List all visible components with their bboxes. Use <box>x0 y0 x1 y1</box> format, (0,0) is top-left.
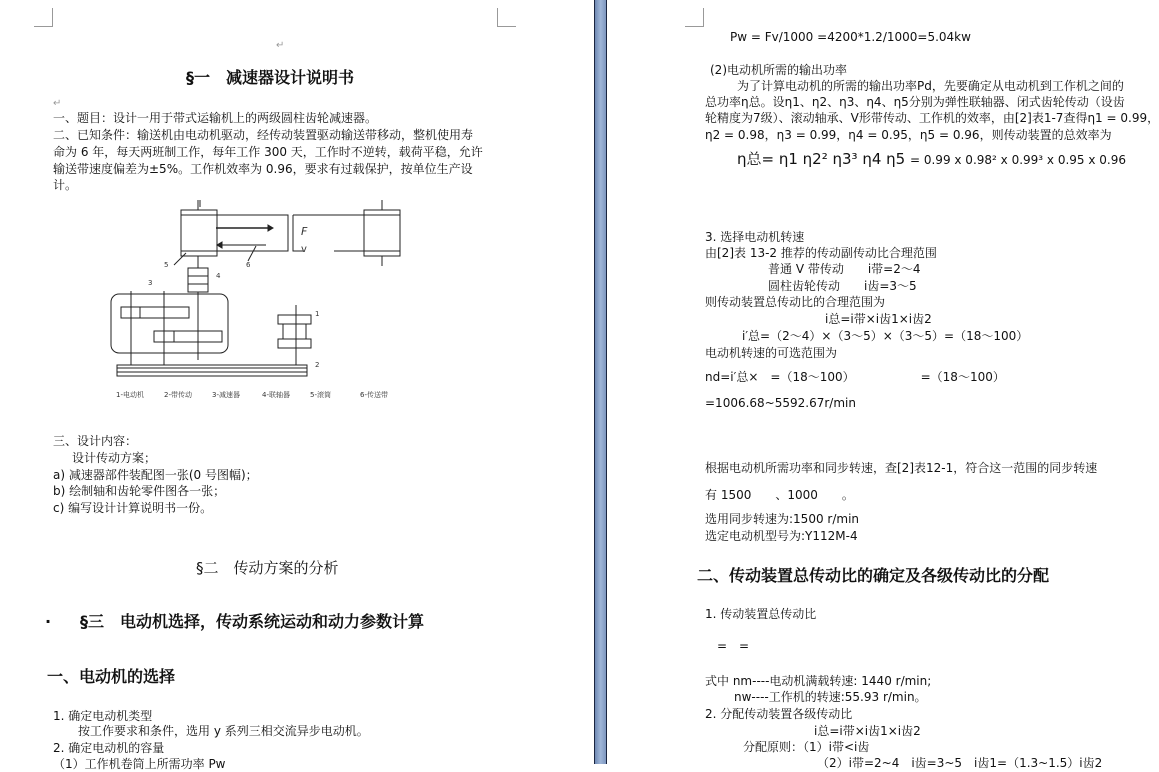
belt-drive <box>117 365 307 376</box>
text-line: 一、题目：设计一用于带式运输机上的两级圆柱齿轮减速器。 <box>53 111 378 125</box>
text-line: 输送带速度偏差为±5%。工作机效率为 0.96，要求有过载保护，按单位生产设 <box>53 162 473 176</box>
text-line: nd=i′总× =（18～100） =（18～100） <box>705 370 1005 384</box>
drum-right <box>364 210 400 256</box>
velocity-label: v <box>301 244 307 255</box>
text-line: 计。 <box>53 178 78 192</box>
formula-rhs: = 0.99 x 0.98² x 0.99³ x 0.95 x 0.96 <box>909 153 1126 167</box>
text-line: 则传动装置总传动比的合理范围为 <box>705 295 886 309</box>
text-line: i总=i带×i齿1×i齿2 <box>814 724 921 738</box>
crop-mark <box>34 8 53 27</box>
text-line: 根据电动机所需功率和同步转速，查[2]表12-1，符合这一范围的同步转速 <box>705 461 1098 475</box>
drum-left <box>181 210 217 256</box>
text-line: 设计传动方案； <box>72 451 157 465</box>
legend-label: 5-滚筒 <box>310 391 331 399</box>
force-label: F <box>301 225 308 238</box>
page-gutter <box>594 0 607 764</box>
text-line: 圆柱齿轮传动 i齿=3～5 <box>768 279 917 293</box>
text-line: a) 减速器部件装配图一张(0 号图幅)； <box>53 468 258 482</box>
paragraph-mark: ↵ <box>53 98 62 109</box>
efficiency-formula <box>737 151 1126 168</box>
diagram-number: 4 <box>216 272 221 280</box>
text-line: nw----工作机的转速:55.93 r/min。 <box>734 690 927 704</box>
text-line: 2. 分配传动装置各级传动比 <box>705 707 853 721</box>
text-line: 由[2]表 13-2 推荐的传动副传动比合理范围 <box>705 246 937 260</box>
legend-label: 6-传送带 <box>360 391 388 399</box>
text-line: η2 = 0.98，η3 = 0.99，η4 = 0.95，η5 = 0.96，则传动装置的总效率为 <box>705 128 1112 142</box>
text-line: 2. 确定电动机的容量 <box>53 741 165 755</box>
paragraph-mark: ↵ <box>276 40 285 51</box>
legend-label: 1-电动机 <box>116 391 144 399</box>
text-line: 三、设计内容： <box>53 434 138 448</box>
crop-mark <box>685 8 704 27</box>
subsection-heading: 一、电动机的选择 <box>47 667 176 686</box>
formula-lhs: η总= η1 η2² η3³ η4 η5 <box>737 150 906 168</box>
diagram-number: 6 <box>246 261 251 269</box>
section-heading: §三 电动机选择，传动系统运动和动力参数计算 <box>80 612 425 631</box>
text-line: 二、已知条件：输送机由电动机驱动，经传动装置驱动输送带移动，整机使用寿 <box>53 128 474 142</box>
text-line: 选用同步转速为:1500 r/min <box>705 512 860 526</box>
text-line: c) 编写设计计算说明书一份。 <box>53 501 213 515</box>
text-line: 式中 nm----电动机满载转速: 1440 r/min; <box>705 674 932 688</box>
text-line: b) 绘制轴和齿轮零件图各一张； <box>53 484 226 498</box>
diagram-number: 1 <box>315 310 320 318</box>
text-line: 3. 选择电动机转速 <box>705 230 805 244</box>
legend-label: 3-减速器 <box>212 391 240 399</box>
text-line: 分配原则：（1）i带<i齿 <box>743 740 870 754</box>
text-line: （1）工作机卷筒上所需功率 Pw <box>53 757 226 771</box>
text-line: = = <box>717 639 750 653</box>
text-line: i总=i带×i齿1×i齿2 <box>825 312 932 326</box>
page-title: §一 减速器设计说明书 <box>186 68 355 87</box>
text-line: （2）i带=2~4 i齿=3~5 i齿1=（1.3~1.5）i齿2 <box>817 756 1103 770</box>
diagram-number: 3 <box>148 279 153 287</box>
text-line: 普通 V 带传动 i带=2～4 <box>768 262 921 276</box>
legend-label: 4-联轴器 <box>262 391 290 399</box>
text-line: 有 1500 、1000 。 <box>705 488 854 502</box>
document-page-right[interactable] <box>607 0 1159 770</box>
text-line: 电动机转速的可选范围为 <box>705 346 838 360</box>
legend-label: 2-带传动 <box>164 391 192 399</box>
text-line: (2)电动机所需的输出功率 <box>710 63 847 77</box>
text-line: 1. 传动装置总传动比 <box>705 607 817 621</box>
text-line: 轮精度为7级）、滚动轴承、V形带传动、工作机的效率，由[2]表1-7查得η1 = 0.99， <box>705 111 1159 125</box>
subsection-heading: 二、传动装置总传动比的确定及各级传动比的分配 <box>697 566 1050 585</box>
crop-mark <box>497 8 516 27</box>
text-line: 选定电动机型号为:Y112M-4 <box>705 529 858 543</box>
text-line: =1006.68~5592.67r/min <box>705 396 856 410</box>
section-heading: §二 传动方案的分析 <box>196 559 339 577</box>
text-line: 按工作要求和条件，选用 y 系列三相交流异步电动机。 <box>78 724 369 738</box>
diagram-number: 2 <box>315 361 320 369</box>
bullet: · <box>45 612 52 631</box>
text-line: 为了计算电动机的所需的输出功率Pd，先要确定从电动机到工作机之间的 <box>737 79 1124 93</box>
text-line: 总功率η总。设η1、η2、η3、η4、η5分别为弹性联轴器、闭式齿轮传动（设齿 <box>705 95 1125 109</box>
transmission-diagram <box>100 195 420 405</box>
text-line: 1. 确定电动机类型 <box>53 709 153 723</box>
reducer-housing <box>111 294 228 353</box>
formula-line: Pw = Fv/1000 =4200*1.2/1000=5.04kw <box>730 30 971 44</box>
diagram-number: 5 <box>164 261 169 269</box>
text-line: 命为 6 年，每天两班制工作，每年工作 300 天，工作时不逆转，载荷平稳，允许 <box>53 145 483 159</box>
text-line: i′总=（2～4）×（3～5）×（3～5）=（18～100） <box>742 329 1029 343</box>
